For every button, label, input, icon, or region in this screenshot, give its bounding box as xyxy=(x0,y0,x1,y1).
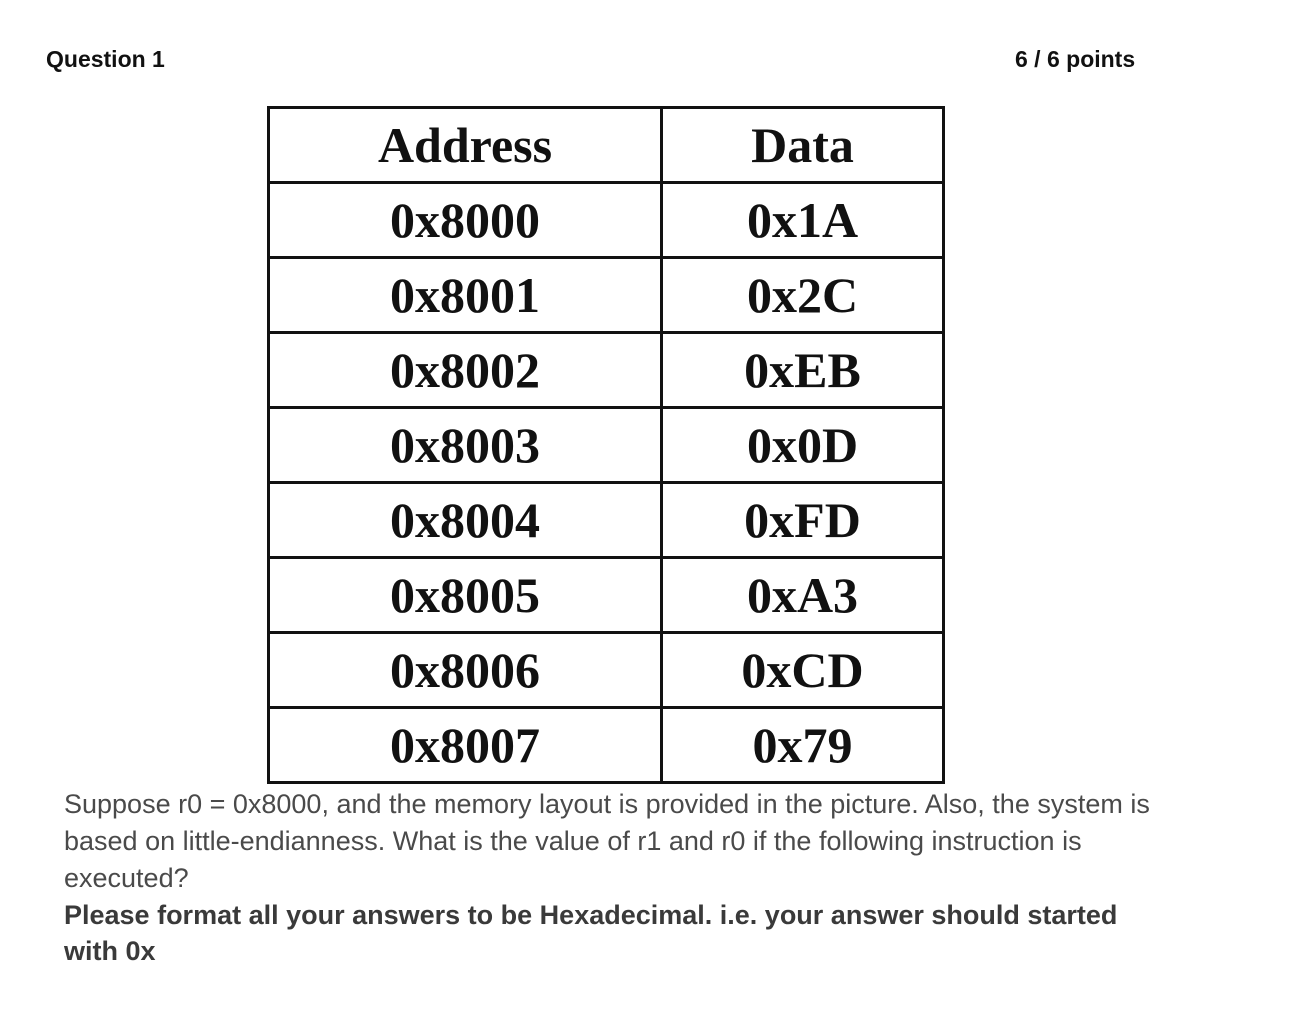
question-body: Suppose r0 = 0x8000, and the memory layout is provided in the picture. Also, the system is based on little-endianness. What is the value of r1 and r0 if the following instruction is executed? xyxy=(64,789,1150,893)
address-cell: 0x8001 xyxy=(269,258,662,333)
data-cell: 0xCD xyxy=(662,633,944,708)
table-row xyxy=(269,258,944,333)
data-cell: 0x0D xyxy=(662,408,944,483)
table-row xyxy=(269,483,944,558)
table-row xyxy=(269,183,944,258)
memory-table-image xyxy=(267,106,942,773)
address-cell: 0x8007 xyxy=(269,708,662,783)
table-row xyxy=(269,633,944,708)
data-cell: 0xA3 xyxy=(662,558,944,633)
header-address: Address xyxy=(269,108,662,183)
data-cell: 0x1A xyxy=(662,183,944,258)
address-cell: 0x8003 xyxy=(269,408,662,483)
header-data: Data xyxy=(662,108,944,183)
memory-table xyxy=(267,106,945,784)
question-text-block xyxy=(64,786,1174,969)
table-header-row xyxy=(269,108,944,183)
table-row xyxy=(269,333,944,408)
question-title: Question 1 xyxy=(46,46,165,72)
data-cell: 0x79 xyxy=(662,708,944,783)
table-row xyxy=(269,408,944,483)
question-points: 6 / 6 points xyxy=(1015,46,1136,72)
address-cell: 0x8002 xyxy=(269,333,662,408)
data-cell: 0x2C xyxy=(662,258,944,333)
address-cell: 0x8005 xyxy=(269,558,662,633)
address-cell: 0x8000 xyxy=(269,183,662,258)
table-row xyxy=(269,558,944,633)
address-cell: 0x8004 xyxy=(269,483,662,558)
address-cell: 0x8006 xyxy=(269,633,662,708)
data-cell: 0xFD xyxy=(662,483,944,558)
question-instruction: Please format all your answers to be Hexadecimal. i.e. your answer should started with 0x xyxy=(64,900,1118,966)
data-cell: 0xEB xyxy=(662,333,944,408)
table-row xyxy=(269,708,944,783)
